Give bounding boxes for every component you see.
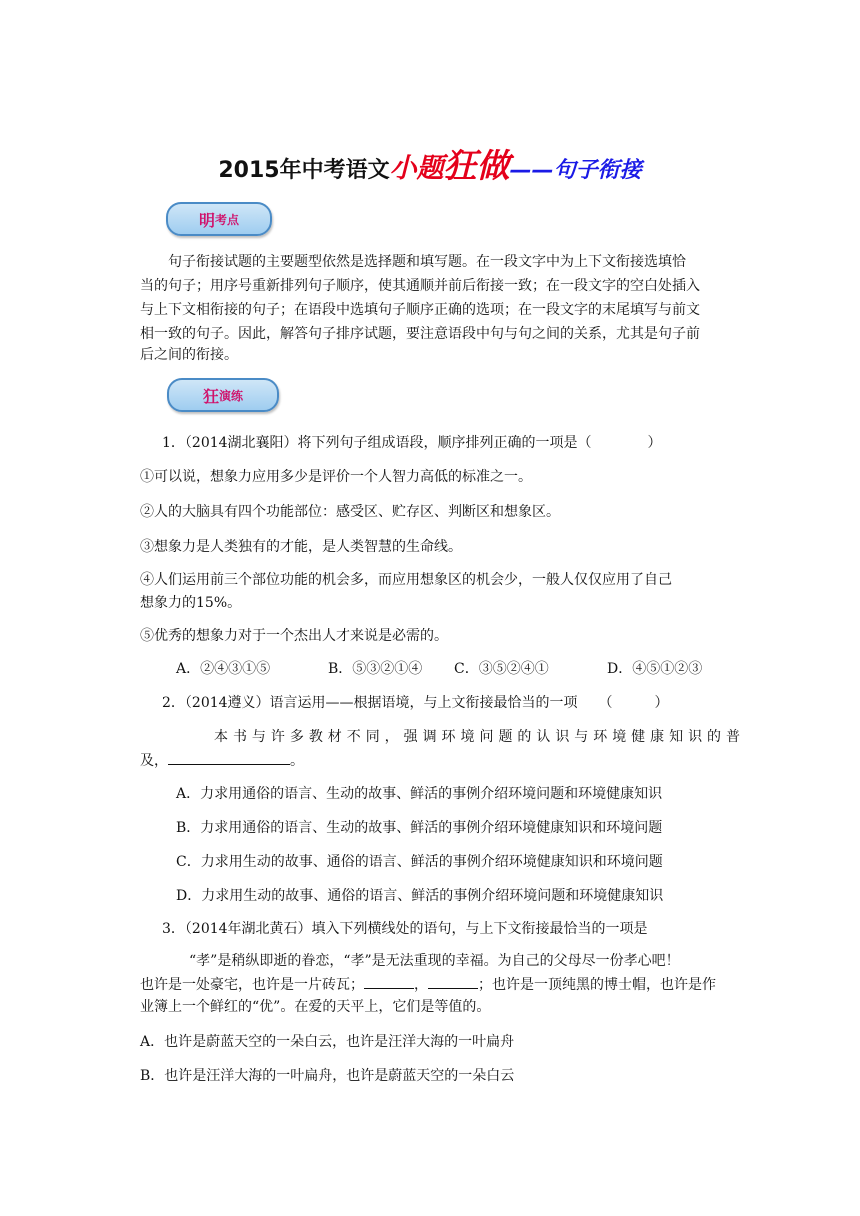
answer-blank — [168, 750, 290, 765]
question-3-passage: 业簿上一个鲜红的“优”。在爱的天平上，它们是等值的。 — [140, 999, 491, 1015]
option-a: A．②④③①⑤ — [176, 661, 271, 677]
option-b: B．⑤③②①④ — [328, 661, 423, 677]
title-highlight-red: 小题狂做 — [389, 146, 510, 185]
question-1-stem: 1．（2014湖北襄阳）将下列句子组成语段，顺序排列正确的一项是（ ） — [162, 435, 662, 451]
question-2-option-d: D．力求用生动的故事、通俗的语言、鲜活的事例介绍环境问题和环境健康知识 — [176, 888, 664, 904]
question-1-sentence: ③想象力是人类独有的才能，是人类智慧的生命线。 — [140, 539, 462, 555]
question-1-sentence: ⑤优秀的想象力对于一个杰出人才来说是必需的。 — [140, 628, 448, 644]
question-2-passage: 及， 。 — [140, 750, 740, 771]
question-3-passage: 也许是一处豪宅，也许是一片砖瓦； ， ；也许是一顶纯黑的博士帽，也许是作 — [140, 974, 740, 995]
question-3-passage: “孝”是稍纵即逝的眷恋，“孝”是无法重现的幸福。为自己的父母尽一份孝心吧！ — [189, 953, 680, 969]
question-2-stem: 2．（2014遵义）语言运用——根据语境，与上文衔接最恰当的一项 （ ） — [162, 695, 669, 711]
intro-line: 后之间的衔接。 — [140, 347, 238, 363]
question-2-option-b: B．力求用通俗的语言、生动的故事、鲜活的事例介绍环境健康知识和环境问题 — [176, 820, 663, 836]
question-3-option-b: B．也许是汪洋大海的一叶扁舟，也许是蔚蓝天空的一朵白云 — [140, 1068, 515, 1084]
question-3-option-a: A．也许是蔚蓝天空的一朵白云，也许是汪洋大海的一叶扁舟 — [140, 1034, 515, 1050]
question-1-sentence: 想象力的15%。 — [140, 595, 242, 611]
question-2-option-c: C．力求用生动的故事、通俗的语言、鲜活的事例介绍环境健康知识和环境问题 — [176, 854, 663, 870]
question-2-passage: 本书与许多教材不同，强调环境问题的认识与环境健康知识的普 — [214, 729, 740, 745]
intro-line: 句子衔接试题的主要题型依然是选择题和填写题。在一段文字中为上下文衔接选填恰 — [168, 254, 686, 270]
question-1-sentence: ②人的大脑具有四个功能部位：感受区、贮存区、判断区和想象区。 — [140, 504, 560, 520]
kaodian-badge: 明 考点 — [166, 202, 272, 236]
title-subtitle-blue: ——句子衔接 — [509, 158, 642, 183]
yanlian-badge: 狂 演练 — [167, 378, 279, 412]
option-d: D．④⑤①②③ — [607, 661, 703, 677]
question-1-sentence: ④人们运用前三个部位功能的机会多，而应用想象区的机会少，一般人仅仅应用了自己 — [140, 572, 672, 588]
intro-line: 相一致的句子。因此，解答句子排序试题，要注意语段中句与句之间的关系，尤其是句子前 — [140, 326, 700, 342]
intro-line: 当的句子；用序号重新排列句子顺序，使其通顺并前后衔接一致；在一段文字的空白处插入 — [140, 278, 700, 294]
answer-blank — [364, 974, 414, 989]
answer-blank — [428, 974, 478, 989]
intro-line: 与上下文相衔接的句子；在语段中选填句子顺序正确的选项；在一段文字的末尾填写与前文 — [140, 302, 700, 318]
question-1-sentence: ①可以说，想象力应用多少是评价一个人智力高低的标准之一。 — [140, 469, 532, 485]
question-2-option-a: A．力求用通俗的语言、生动的故事、鲜活的事例介绍环境问题和环境健康知识 — [176, 786, 663, 802]
page-title: 2015年中考语文小题狂做——句子衔接 — [218, 146, 642, 185]
option-c: C．③⑤②④① — [454, 661, 549, 677]
question-3-stem: 3．（2014年湖北黄石）填入下列横线处的语句，与上下文衔接最恰当的一项是 — [162, 921, 648, 937]
